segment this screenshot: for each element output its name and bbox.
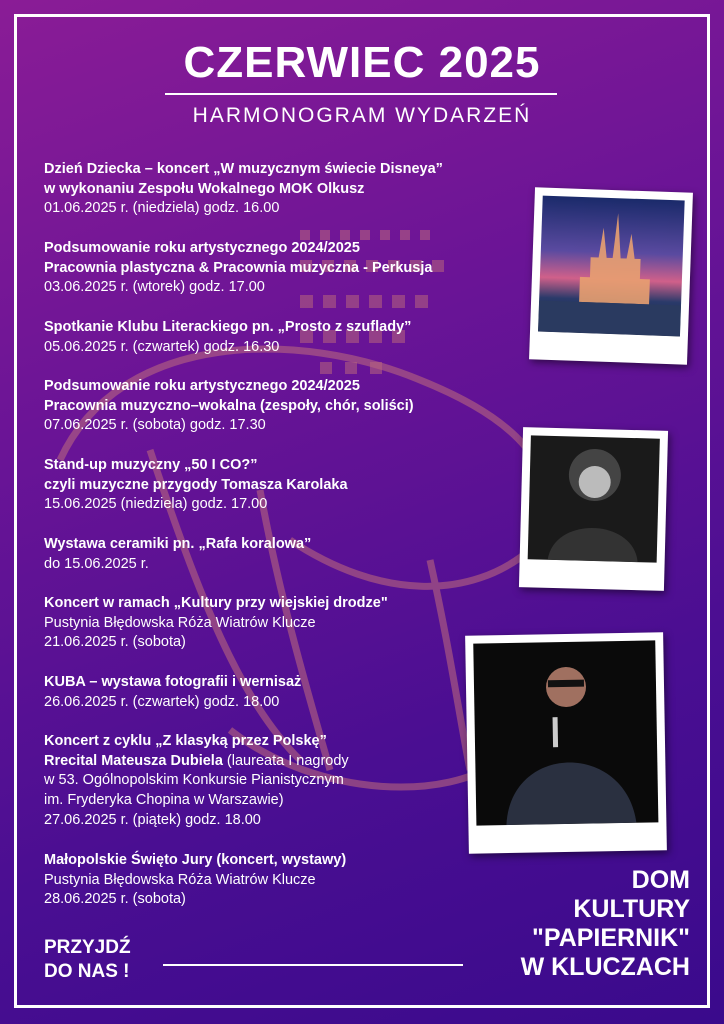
event-description: (laureata I nagrody [222, 752, 349, 769]
photo-disney-castle [529, 187, 693, 364]
event-date: 26.06.2025 r. (czwartek) godz. 18.00 [44, 693, 280, 710]
title-divider [165, 93, 557, 95]
event-title: Stand-up muzyczny „50 I CO?” [44, 457, 258, 473]
organizer-line: "PAPIERNIK" [532, 924, 690, 952]
event-title: Koncert z cyklu „Z klasyką przez Polskę” [44, 733, 327, 749]
event-location: Pustynia Błędowska Róża Wiatrów Klucze [44, 871, 316, 888]
event-date: 01.06.2025 r. (niedziela) godz. 16.00 [44, 200, 280, 217]
event-date: do 15.06.2025 r. [44, 555, 149, 572]
photo-tomasz-karolak [519, 427, 668, 591]
page-subtitle: HARMONOGRAM WYDARZEŃ [192, 104, 532, 127]
event-title-line [44, 752, 349, 772]
event-item [44, 535, 311, 574]
event-item [44, 377, 414, 436]
event-title: Pracownia plastyczna & Pracownia muzyczna - Perkusja [44, 259, 433, 276]
event-item [44, 239, 432, 298]
event-title: Podsumowanie roku artystycznego 2024/2025 [44, 378, 360, 394]
cta-line: PRZYJDŹ [44, 937, 131, 958]
event-title: Spotkanie Klubu Literackiego pn. „Prosto z szuflady” [44, 319, 412, 335]
organizer-name [521, 866, 690, 982]
event-date: 15.06.2025 (niedziela) godz. 17.00 [44, 496, 268, 513]
event-title: Podsumowanie roku artystycznego 2024/2025 [44, 240, 360, 256]
event-title: Dzień Dziecka – koncert „W muzycznym świecie Disneya” [44, 161, 443, 177]
event-title: czyli muzyczne przygody Tomasza Karolaka [44, 476, 348, 493]
organizer-line: W KLUCZACH [520, 953, 690, 981]
footer-divider [163, 964, 463, 966]
page-title: CZERWIEC 2025 [183, 38, 541, 87]
event-title: Małopolskie Święto Jury (koncert, wystawy) [44, 852, 347, 868]
organizer-line: KULTURY [573, 895, 690, 923]
event-title: w wykonaniu Zespołu Wokalnego MOK Olkusz [44, 180, 365, 197]
cta-line: DO NAS ! [44, 961, 130, 982]
event-description: im. Fryderyka Chopina w Warszawie) [44, 792, 284, 809]
event-title: Wystawa ceramiki pn. „Rafa koralowa” [44, 536, 312, 552]
organizer-line: DOM [631, 866, 690, 894]
event-title: Koncert w ramach „Kultury przy wiejskiej drodze" [44, 595, 388, 611]
event-item [44, 318, 411, 357]
event-item [44, 851, 346, 910]
event-date: 03.06.2025 r. (wtorek) godz. 17.00 [44, 279, 265, 296]
event-title: KUBA – wystawa fotografii i wernisaż [44, 674, 302, 690]
event-date: 05.06.2025 r. (czwartek) godz. 16.30 [44, 338, 280, 355]
event-item [44, 160, 443, 219]
event-performer: Rrecital Mateusza Dubiela [44, 752, 223, 769]
call-to-action [44, 936, 131, 984]
event-item [44, 456, 348, 515]
photo-performer [465, 632, 667, 853]
event-date: 07.06.2025 r. (sobota) godz. 17.30 [44, 417, 266, 434]
event-item [44, 732, 349, 831]
castle-icon [538, 196, 685, 337]
event-description: w 53. Ogólnopolskim Konkursie Pianistycznym [44, 772, 344, 789]
event-location: Pustynia Błędowska Róża Wiatrów Klucze [44, 614, 316, 631]
performer-icon [473, 640, 658, 825]
event-date: 28.06.2025 r. (sobota) [44, 891, 186, 908]
event-date: 21.06.2025 r. (sobota) [44, 634, 186, 651]
event-title: Pracownia muzyczno–wokalna (zespoły, chór, soliści) [44, 397, 414, 414]
event-item [44, 673, 301, 712]
event-item [44, 594, 388, 653]
event-date: 27.06.2025 r. (piątek) godz. 18.00 [44, 811, 261, 828]
portrait-icon [528, 435, 660, 562]
